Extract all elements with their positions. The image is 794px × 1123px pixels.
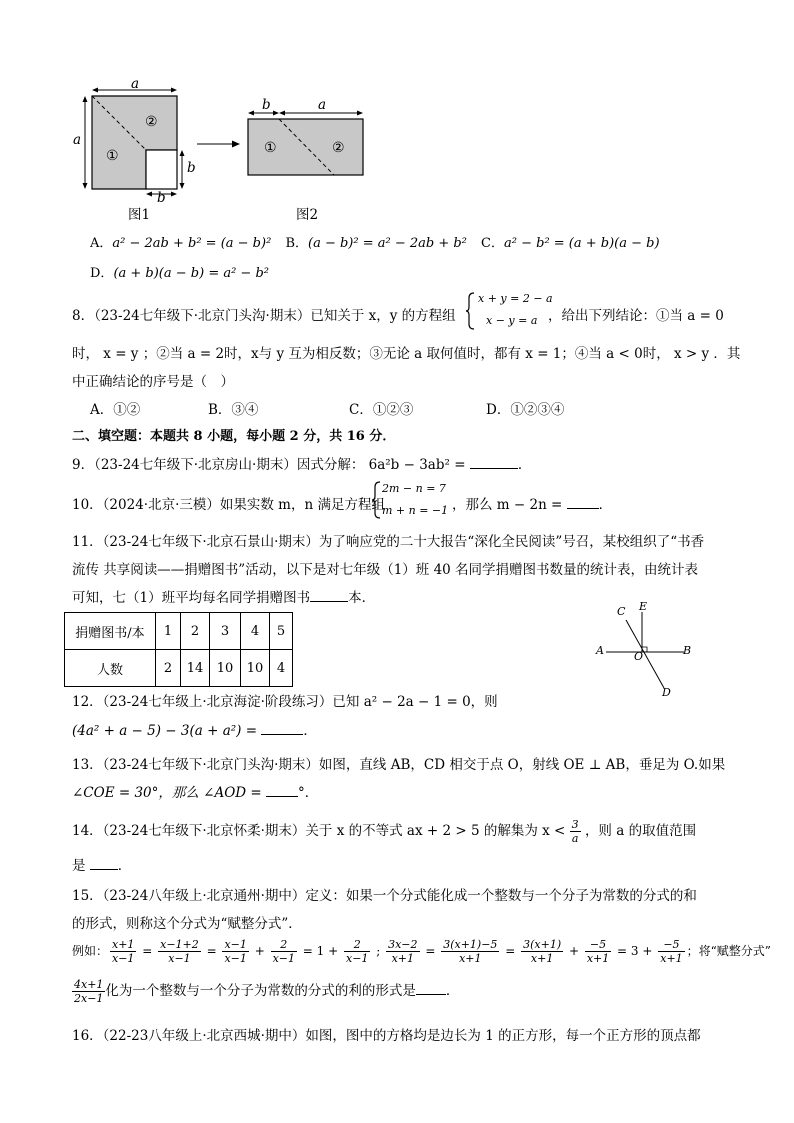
q11-line1: 11．（23-24七年级下·北京石景山·期末）为了响应党的二十大报告“深化全民阅读”号召，某校组织了“书香: [72, 534, 705, 550]
q8-system-brace-icon: [466, 292, 476, 330]
q15-example-fraction: [158, 938, 201, 965]
table-cell: 4: [241, 613, 270, 650]
q15-example-operator: +: [250, 944, 269, 958]
q15-line1: 15．（23-24八年级上·北京通州·期中）定义：如果一个分式能化成一个整数与一个分子为常数的分式的和: [72, 888, 697, 904]
q13-line2: [72, 781, 318, 801]
q15-example-formulas: [108, 938, 687, 965]
fraction-denominator: x+1: [586, 952, 610, 965]
q15-example-operator: +: [565, 944, 583, 958]
fraction-denominator: x−1: [272, 952, 295, 965]
table-row: [65, 613, 293, 650]
q15-example-operator: =: [202, 944, 221, 958]
q15-example-fraction: [441, 938, 499, 965]
q14-line2: [72, 854, 131, 874]
table-cell: 5: [270, 613, 293, 650]
q15-example-fraction: [585, 938, 611, 965]
fraction-denominator: x−1: [168, 952, 191, 965]
q16-line1: 16．（22-23八年级上·北京西城·期中）如图，图中的方格均是边长为 1 的正方形，每一个正方形的顶点都: [72, 1028, 701, 1044]
fig2-label-b: b: [262, 97, 271, 113]
q9-answer-blank[interactable]: [470, 454, 518, 469]
fig1-label-a-left: a: [73, 132, 82, 148]
q15-target-denominator: 2x−1: [74, 992, 104, 1005]
fig2-caption: 图2: [296, 207, 319, 223]
fraction-denominator: x+1: [459, 952, 482, 965]
q13-label-e: E: [639, 600, 648, 613]
q15-line4-text: 化为一个整数与一个分子为常数的分式的利的形式是: [105, 983, 416, 999]
q15-example-suffix: ；将“赋整分式”: [686, 944, 771, 958]
q15-example-fraction: [110, 938, 136, 965]
table-cell: 10: [210, 650, 241, 687]
table-cell: 10: [241, 650, 270, 687]
fig1-label-b-right: b: [187, 160, 196, 176]
table-cell: 1: [156, 613, 181, 650]
q15-example-fraction: [658, 938, 684, 965]
q10-end: ．: [598, 497, 613, 513]
q15-answer-blank[interactable]: [416, 980, 446, 995]
q15-target-fraction: [72, 978, 105, 1005]
table-header-books: 捐赠图书/本: [65, 613, 156, 650]
fraction-numerator: −5: [585, 938, 611, 952]
table-cell: 3: [210, 613, 241, 650]
q10-equation-1: 2m − n = 7: [382, 482, 446, 495]
q15-example-fraction: [521, 938, 563, 965]
q8-prefix: 8．（23-24七年级下·北京门头沟·期末）已知关于 x，y 的方程组: [72, 308, 456, 324]
q10-answer-blank[interactable]: [567, 494, 599, 509]
q7-options-row2: [90, 262, 269, 281]
section-2-heading: 二、填空题：本题共 8 小题，每小题 2 分，共 16 分．: [72, 429, 396, 444]
q8-line2: 时， x = y ；②当 a = 2时，x与 y 互为相反数；③无论 a 取何值时，都有 x = 1；④当 a < 0时， x > y ．其: [72, 346, 741, 362]
q12-line1: 12．（23-24七年级上·北京海淀·阶段练习）已知 a² − 2a − 1 = 0，则: [72, 694, 498, 710]
q15-example: [72, 938, 771, 965]
q9-text: 9．（23-24七年级下·北京房山·期末）因式分解： 6a²b − 3ab² =: [72, 457, 470, 473]
fig1-label-b-bottom: b: [157, 190, 166, 206]
q11-line3-end: 本．: [348, 590, 376, 606]
q15-target-numerator: 4x+1: [74, 978, 104, 991]
q8-option-b: B．③④: [208, 402, 259, 418]
fraction-denominator: x−1: [224, 952, 247, 965]
q11-answer-blank[interactable]: [310, 587, 348, 602]
q8-line3: 中正确结论的序号是（ ）: [72, 374, 234, 390]
q15-example-prefix: 例如：: [72, 944, 109, 958]
q12-answer-blank[interactable]: [261, 720, 303, 735]
q11-line3: [72, 586, 375, 606]
q14-tail: ，则 a 的取值范围: [584, 823, 697, 839]
q12-end: ．: [303, 723, 317, 739]
q9-end: ．: [517, 457, 532, 473]
q13-label-c: C: [617, 605, 626, 618]
q11-line3-text: 可知，七（1）班平均每名同学捐赠图书: [72, 590, 311, 606]
q8-equation-2: x − y = a: [486, 314, 538, 327]
q8-line1: [72, 304, 456, 324]
q7-option-a-label: A．: [90, 236, 113, 251]
q15-example-fraction: [386, 938, 419, 965]
fraction-numerator: x+1: [112, 938, 135, 951]
fig1-region-2: ②: [145, 114, 158, 130]
q11-line2: 流传 共享阅读——捐赠图书”活动，以下是对七年级（1）班 40 名同学捐赠图书数量的统计表，由统计表: [72, 562, 699, 578]
q14-line2-text: 是: [72, 858, 86, 874]
q8-suffix: ，给出下列结论：①当 a = 0: [548, 308, 724, 324]
q7-option-c-label: C．: [481, 236, 504, 251]
q14-fraction: [570, 818, 581, 845]
fraction-numerator: x−1: [224, 938, 247, 951]
q15-example-operator: =: [421, 944, 440, 958]
fraction-numerator: 3(x+1): [523, 938, 562, 951]
q7-options-row1: [90, 232, 660, 251]
q14-text: 14．（23-24七年级下·北京怀柔·期末）关于 x 的不等式 ax + 2 > 5 的解集为 x <: [72, 823, 566, 839]
q13-answer-blank[interactable]: [266, 782, 298, 797]
q10-prefix: 10．（2024·北京·三模）如果实数 m，n 满足方程组: [72, 497, 385, 513]
fraction-numerator: 2: [271, 938, 297, 952]
table-cell: 14: [181, 650, 210, 687]
q10-system-brace-icon: [372, 481, 382, 519]
fig1-caption: 图1: [128, 207, 151, 223]
q13-end: °．: [298, 785, 319, 801]
q13-label-d: D: [662, 686, 671, 699]
q13-condition: ∠COE = 30°，那么 ∠AOD =: [72, 785, 267, 801]
q13-label-b: B: [683, 644, 692, 657]
q14-line1: [72, 818, 696, 845]
fig1-label-a-top: a: [131, 76, 140, 92]
table-cell: 2: [181, 613, 210, 650]
fig1-region-1: ①: [106, 148, 119, 164]
q13-label-a: A: [596, 644, 604, 657]
q14-fraction-numerator: 3: [571, 818, 579, 831]
q8-option-a: A．①②: [90, 402, 141, 418]
q7-option-c: a² − b² = (a + b)(a − b): [504, 236, 660, 251]
table-cell: 4: [270, 650, 293, 687]
q9: [72, 453, 531, 473]
q8-option-d: D．①②③④: [486, 402, 565, 418]
q7-option-b: (a − b)² = a² − 2ab + b²: [308, 236, 467, 251]
q7-option-d: (a + b)(a − b) = a² − b²: [113, 266, 269, 281]
q15-example-fraction: [344, 938, 370, 965]
fraction-numerator: 2: [344, 938, 370, 952]
q15-example-fraction: [222, 938, 248, 965]
q15-example-fraction: [271, 938, 297, 965]
fraction-numerator: −5: [658, 938, 684, 952]
q15-example-operator: =: [138, 944, 157, 958]
q15-example-operator: = 3 +: [613, 944, 657, 958]
q8-option-c: C．①②③: [349, 402, 414, 418]
fraction-numerator: 3x−2: [388, 938, 418, 951]
table-row: [65, 650, 293, 687]
figure-1: [83, 88, 185, 197]
fraction-denominator: x−1: [346, 952, 369, 965]
table-row-label-count: 人数: [65, 650, 156, 687]
q13-label-o: O: [634, 650, 644, 663]
q14-fraction-denominator: a: [571, 832, 579, 845]
fraction-numerator: 3(x+1)−5: [443, 938, 498, 951]
q11-stats-table: [64, 612, 293, 687]
q15-line2: 的形式，则称这个分式为“赋整分式”．: [72, 916, 302, 932]
q7-option-b-label: B．: [285, 236, 308, 251]
table-cell: 2: [156, 650, 181, 687]
q15-example-operator: ;: [372, 944, 385, 958]
q10-tail: [452, 493, 612, 513]
fraction-denominator: x+1: [660, 952, 683, 965]
q14-answer-blank[interactable]: [90, 855, 118, 870]
q7-option-a: a² − 2ab + b² = (a − b)²: [112, 236, 272, 251]
q15-end: ．: [445, 983, 460, 999]
fraction-denominator: x+1: [530, 952, 554, 965]
q14-end: ．: [117, 858, 132, 874]
q8-options: [90, 398, 564, 418]
q7-option-d-label: D．: [90, 266, 114, 281]
fraction-numerator: x−1+2: [160, 938, 199, 951]
q10-suffix: ，那么 m − 2n =: [452, 497, 567, 513]
q8-equation-1: x + y = 2 − a: [478, 292, 553, 305]
q15-example-operator: =: [501, 944, 520, 958]
fraction-denominator: x−1: [112, 952, 135, 965]
q10-equation-2: m + n = −1: [382, 504, 449, 517]
q15-example-operator: = 1 +: [298, 944, 342, 958]
fig2-region-1: ①: [264, 140, 277, 156]
transform-arrow-icon: [232, 141, 240, 148]
q12-expression: (4a² + a − 5) − 3(a + a²) =: [72, 723, 262, 739]
fraction-denominator: x+1: [391, 952, 415, 965]
q15-line4: [72, 978, 459, 1005]
q13-line1: 13．（23-24七年级下·北京门头沟·期末）如图，直线 AB，CD 相交于点 O，射线 OE ⊥ AB，垂足为 O.如果: [72, 757, 726, 773]
fig2-region-2: ②: [332, 140, 345, 156]
fig2-label-a: a: [318, 97, 327, 113]
q12-line2: [72, 719, 317, 739]
